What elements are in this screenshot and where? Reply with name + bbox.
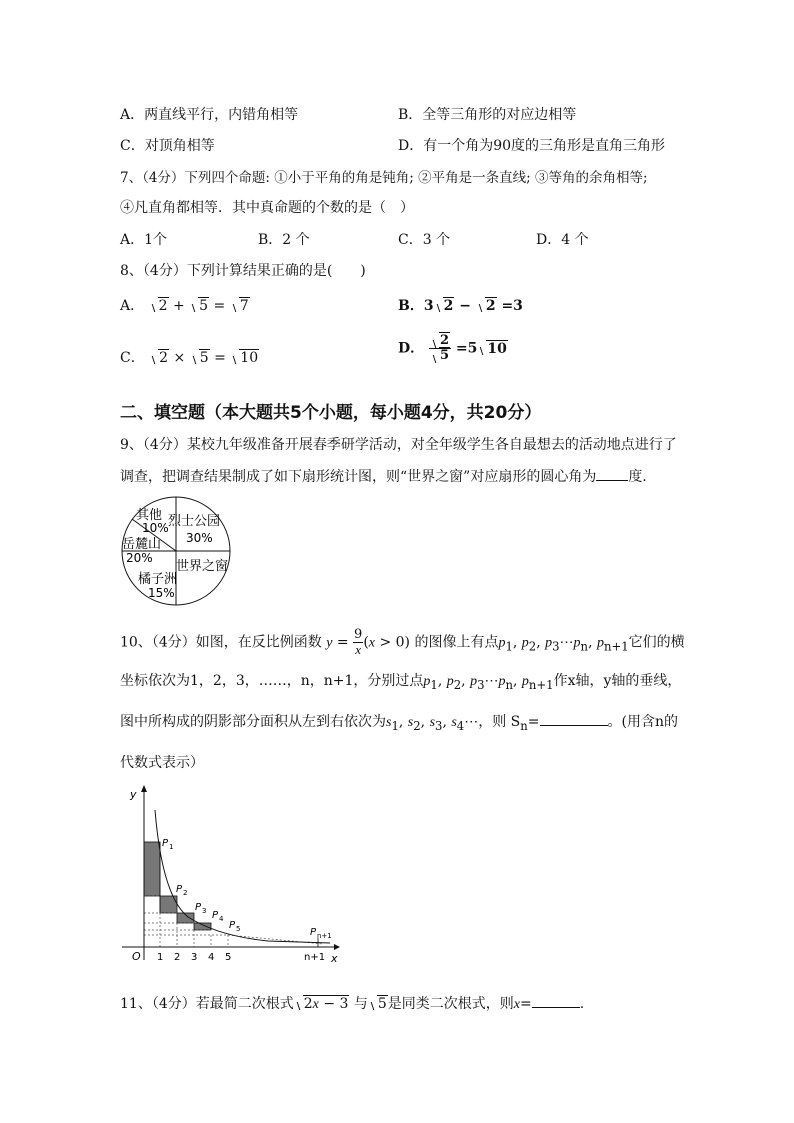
origin-label: O bbox=[132, 950, 141, 963]
q6-option-a: A．两直线平行，内错角相等 bbox=[120, 107, 299, 123]
pie-chart bbox=[118, 496, 238, 608]
q9-stem-line1: 9、（4分）某校九年级准备开展春季研学活动，对全年级学生各自最想去的活动地点进行了 bbox=[120, 437, 677, 453]
pie-label-yuelu: 岳麓山 bbox=[122, 537, 162, 552]
svg-text:1: 1 bbox=[169, 843, 174, 851]
point-label-pn1: P bbox=[310, 927, 317, 938]
q8-option-c: C． 2 × 5 = 10 bbox=[120, 350, 259, 366]
inverse-function-graph bbox=[118, 784, 348, 969]
tick-1: 1 bbox=[157, 952, 164, 963]
q7-stem-line2: ④凡直角都相等．其中真命题的个数的是（ ） bbox=[120, 200, 414, 216]
q7-option-c: C．3 个 bbox=[398, 232, 451, 248]
tick-3: 3 bbox=[191, 952, 198, 963]
tick-4: 4 bbox=[208, 952, 215, 963]
q11-stem: 11、（4分）若最简二次根式 2x − 3 与 5是同类二次根式，则x= . bbox=[120, 996, 585, 1012]
tick-2: 2 bbox=[174, 952, 181, 963]
q9-stem-line2: 调查，把调查结果制成了如下扇形统计图，则“世界之窗”对应扇形的圆心角为 度. bbox=[120, 469, 647, 485]
pie-label-window: 世界之窗 bbox=[176, 559, 229, 574]
shaded-area-s4 bbox=[194, 923, 211, 930]
pie-label-lieshi: 烈士公园 bbox=[168, 514, 221, 529]
q10-stem-line1: 10、（4分）如图，在反比例函数 y = $\frac{9}{x}$ (x > 0) 的图像上有点$p_1$, $p_2$, $p_3\cdots p_n$, $p_{n+1}$它们的横 bbox=[120, 627, 685, 657]
q7-option-b: B．2 个 bbox=[258, 232, 310, 248]
q10-stem-line3: 图中所构成的阴影部分面积从左到右依次为$s_1$, $s_2$, $s_3$, $s_4\cdots$，则 $S_n=$ 。(用含n的 bbox=[120, 714, 678, 733]
q8-stem: 8、（4分）下列计算结果正确的是( ) bbox=[120, 263, 366, 279]
q7-option-d: D．4 个 bbox=[536, 232, 589, 248]
pie-label-juzi-pct: 15% bbox=[148, 586, 175, 600]
q6-option-c: C．对顶角相等 bbox=[120, 138, 215, 154]
x-axis-label: x bbox=[331, 952, 338, 965]
q6-option-d: D．有一个角为90度的三角形是直角三角形 bbox=[398, 138, 666, 154]
shaded-area-s1 bbox=[144, 842, 160, 896]
point-label-p3: P bbox=[195, 902, 202, 913]
section-heading-fill-in: 二、填空题（本大题共5个小题，每小题4分，共20分） bbox=[120, 403, 542, 423]
pie-label-other: 其他 bbox=[136, 508, 163, 523]
svg-text:n+1: n+1 bbox=[317, 932, 332, 940]
q8-option-d: D． $\frac{2}{5}$ =5 10 bbox=[398, 333, 507, 363]
pie-label-yuelu-pct: 20% bbox=[126, 551, 153, 565]
pie-label-lieshi-pct: 30% bbox=[186, 531, 213, 545]
point-label-p2: P bbox=[176, 884, 183, 895]
tick-5: 5 bbox=[225, 952, 232, 963]
tick-n-plus-1: n+1 bbox=[304, 952, 326, 963]
svg-text:5: 5 bbox=[236, 925, 241, 933]
pie-label-juzi: 橘子洲 bbox=[138, 572, 178, 587]
svg-text:3: 3 bbox=[202, 907, 207, 915]
q10-stem-line4: 代数式表示） bbox=[120, 755, 204, 771]
q8-option-b: B．3 2 − 2 =3 bbox=[398, 298, 523, 314]
svg-text:2: 2 bbox=[183, 889, 188, 897]
q7-option-a: A．1个 bbox=[120, 232, 168, 248]
svg-text:4: 4 bbox=[219, 915, 224, 923]
pie-label-other-pct: 10% bbox=[142, 521, 169, 535]
point-label-p1: P bbox=[162, 838, 169, 849]
q8-option-a: A． 2 + 5 = 7 bbox=[120, 298, 249, 314]
q10-stem-line2: 坐标依次为1，2，3，……，n，n+1，分别过点$p_1$, $p_2$, $p_3\cdots p_n$, $p_{n+1}$作x轴，y轴的垂线， bbox=[120, 673, 682, 692]
q6-option-b: B．全等三角形的对应边相等 bbox=[398, 107, 577, 123]
point-label-p4: P bbox=[212, 910, 219, 921]
q7-stem-line1: 7、（4分）下列四个命题: ①小于平角的角是钝角; ②平角是一条直线; ③等角的余角相等; bbox=[120, 170, 648, 186]
point-label-p5: P bbox=[229, 920, 236, 931]
y-axis-label: y bbox=[130, 788, 137, 801]
